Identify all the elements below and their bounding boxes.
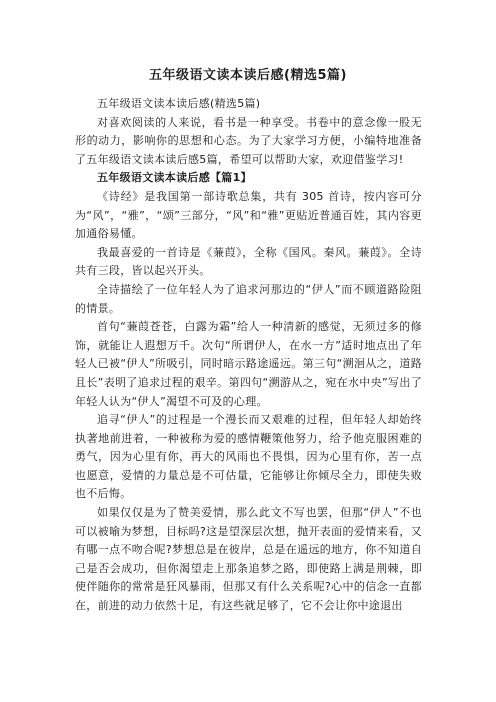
body-paragraph: 全诗描绘了一位年轻人为了追求河那边的“伊人”而不顾道路险阻的情景。: [75, 282, 422, 315]
body-paragraph: 首句“蒹葭苍苍，白露为霜”给人一种清新的感觉，无须过多的修饰，就能让人遐想万千。次句“所谓伊人，在水一方”适时地点出了年轻人已被“伊人”所吸引，同时暗示路途遥远。第三句“溯洄从之，道路且长”表明了追求过程的艰辛。第四句“溯游从之，宛在水中央”写出了年轻人认为“伊人”渴望不可及的心理。: [75, 320, 422, 408]
body-paragraph: 追寻“伊人”的过程是一个漫长而又艰难的过程，但年轻人却始终执著地前进着，一种被称为爱的感情鞭策他努力，给予他克服困难的勇气，因为心里有你，再大的风雨也不畏惧，因为心里有你，苦一点也愿意，爱情的力量总是不可估量，它能够让你倾尽全力，即使失败也不后悔。: [75, 413, 422, 501]
intro-paragraph: 对喜欢阅读的人来说，看书是一种享受。书卷中的意念像一股无形的动力，影响你的思想和心态。为了大家学习方便，小编特地准备了五年级语文读本读后感5篇，希望可以帮助大家，欢迎借鉴学习!: [75, 115, 422, 166]
section-heading: 五年级语文读本读后感【篇1】: [97, 171, 252, 185]
body-paragraph: 《诗经》是我国第一部诗歌总集，共有 305 首诗，按内容可分为“风”，“雅”，“颂”三部分，“风”和“雅”更贴近普通百姓，其内容更加通俗易懂。: [75, 189, 422, 241]
subtitle-paragraph: 五年级语文读本读后感(精选5篇): [97, 97, 261, 110]
body-paragraph: 如果仅仅是为了赞美爱情，那么此文不写也罢，但那“伊人”不也可以被喻为梦想，目标吗?这是望深层次想，抛开表面的爱情来看，又有哪一点不吻合呢?梦想总是在彼岸，总是在遥远的地方，你不知道自己是否会成功，但你渴望走上那条追梦之路，即使路上满是荆棘，即使伴随你的常常是狂风暴雨，但那又有什么关系呢?心中的信念一直都在，前进的动力依然十足，有这些就足够了，它不会让你中途退出: [75, 506, 422, 613]
document-body: [75, 95, 422, 616]
body-paragraph: 我最喜爱的一首诗是《蒹葭》，全称《国风。秦风。蒹葭》。全诗共有三段，皆以起兴开头。: [75, 245, 422, 278]
document-title: 五年级语文读本读后感(精选5篇): [149, 68, 347, 83]
